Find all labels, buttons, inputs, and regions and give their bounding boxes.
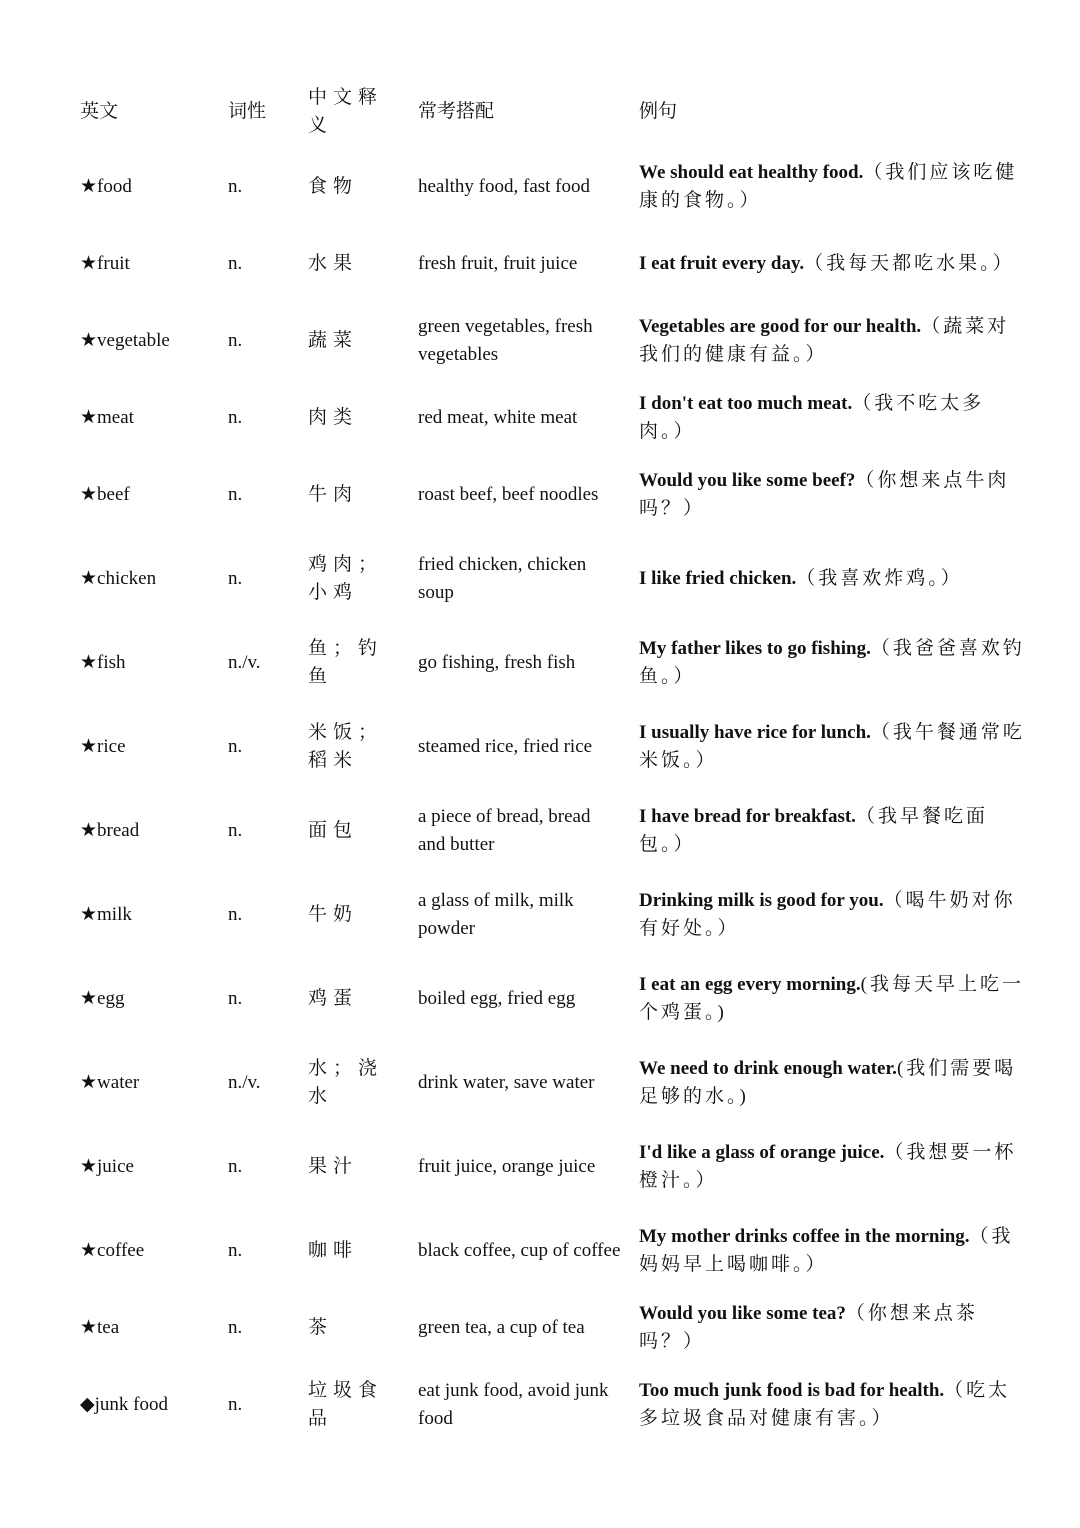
header-example-sentence: 例句	[639, 100, 678, 122]
example-chinese: （吃太多垃圾食品对健康有害。）	[639, 1380, 1011, 1429]
header-english: 英文	[80, 100, 119, 122]
table-row	[70, 1209, 1038, 1293]
chinese-meaning-cell: 茶	[308, 1317, 334, 1338]
example-cell	[629, 1363, 1038, 1447]
example-chinese: （我们应该吃健康的食物。）	[639, 162, 1018, 211]
word-cell: ★water	[80, 1072, 140, 1093]
collocations-cell: green tea, a cup of tea	[418, 1317, 585, 1338]
example-chinese: （我午餐通常吃米饭。）	[639, 722, 1025, 771]
example-english: My mother drinks coffee in the morning.	[639, 1226, 970, 1247]
collocations-cell: black coffee, cup of coffee	[418, 1240, 621, 1261]
word-cell: ★fish	[80, 652, 126, 673]
chinese-meaning-cell: 面包	[308, 820, 359, 841]
collocations-cell: a piece of bread, bread and butter	[418, 806, 591, 855]
collocations-cell: eat junk food, avoid junk food	[418, 1380, 609, 1429]
example-cell	[629, 229, 1038, 299]
example-chinese: （我妈妈早上喝咖啡。）	[639, 1226, 1014, 1275]
example-cell	[629, 453, 1038, 537]
part-of-speech-cell: n.	[228, 176, 243, 197]
example-english: I eat an egg every morning.	[639, 974, 861, 995]
table-row	[70, 1293, 1038, 1363]
example-cell	[629, 957, 1038, 1041]
example-cell	[629, 705, 1038, 789]
part-of-speech-cell: n.	[228, 1156, 243, 1177]
example-english: We need to drink enough water.	[639, 1058, 897, 1079]
table-row	[70, 299, 1038, 383]
chinese-meaning-cell: 果汁	[308, 1156, 359, 1177]
table-row	[70, 383, 1038, 453]
word-cell: ◆junk food	[80, 1394, 168, 1415]
chinese-meaning-cell: 垃圾食品	[308, 1380, 384, 1429]
chinese-meaning-cell: 蔬菜	[308, 330, 359, 351]
chinese-meaning-cell: 鸡肉；小鸡	[308, 554, 384, 603]
collocations-cell: go fishing, fresh fish	[418, 652, 576, 673]
table-row	[70, 229, 1038, 299]
table-row	[70, 873, 1038, 957]
chinese-meaning-cell: 水果	[308, 253, 359, 274]
example-english: Drinking milk is good for you.	[639, 890, 884, 911]
example-english: I eat fruit every day.	[639, 253, 805, 274]
collocations-cell: drink water, save water	[418, 1072, 595, 1093]
table-row	[70, 145, 1038, 229]
collocations-cell: fried chicken, chicken soup	[418, 554, 587, 603]
table-header-row	[70, 78, 1038, 145]
part-of-speech-cell: n.	[228, 904, 243, 925]
example-chinese: (我每天早上吃一个鸡蛋。)	[639, 974, 1024, 1023]
part-of-speech-cell: n./v.	[228, 652, 261, 673]
example-cell	[629, 873, 1038, 957]
word-cell: ★food	[80, 176, 132, 197]
collocations-cell: red meat, white meat	[418, 407, 578, 428]
example-cell	[629, 1041, 1038, 1125]
example-chinese: （我爸爸喜欢钓鱼。）	[639, 638, 1025, 687]
example-english: My father likes to go fishing.	[639, 638, 871, 659]
example-english: Too much junk food is bad for health.	[639, 1380, 945, 1401]
example-chinese: (我们需要喝足够的水。)	[639, 1058, 1017, 1107]
part-of-speech-cell: n.	[228, 330, 243, 351]
part-of-speech-cell: n.	[228, 407, 243, 428]
example-english: I like fried chicken.	[639, 568, 797, 589]
vocabulary-rows	[70, 145, 1038, 1447]
word-cell: ★coffee	[80, 1240, 145, 1261]
part-of-speech-cell: n.	[228, 1240, 243, 1261]
word-cell: ★meat	[80, 407, 134, 428]
vocabulary-table	[70, 78, 1038, 1447]
collocations-cell: green vegetables, fresh vegetables	[418, 316, 593, 365]
part-of-speech-cell: n.	[228, 1394, 243, 1415]
example-cell	[629, 383, 1038, 453]
example-english: Vegetables are good for our health.	[639, 316, 922, 337]
example-cell	[629, 621, 1038, 705]
example-chinese: （我早餐吃面包。）	[639, 806, 988, 855]
example-chinese: （我想要一杯橙汁。）	[639, 1142, 1017, 1191]
part-of-speech-cell: n.	[228, 253, 243, 274]
example-chinese: （喝牛奶对你有好处。）	[639, 890, 1016, 939]
example-chinese: （我不吃太多肉。）	[639, 393, 985, 442]
collocations-cell: a glass of milk, milk powder	[418, 890, 574, 939]
part-of-speech-cell: n.	[228, 988, 243, 1009]
example-english: I usually have rice for lunch.	[639, 722, 871, 743]
example-cell	[629, 1125, 1038, 1209]
table-row	[70, 1125, 1038, 1209]
example-chinese: （你想来点茶吗？）	[639, 1303, 978, 1352]
part-of-speech-cell: n.	[228, 820, 243, 841]
example-cell	[629, 537, 1038, 621]
word-cell: ★egg	[80, 988, 125, 1009]
word-cell: ★beef	[80, 484, 130, 505]
collocations-cell: fruit juice, orange juice	[418, 1156, 596, 1177]
table-row	[70, 789, 1038, 873]
chinese-meaning-cell: 米饭；稻米	[308, 722, 384, 771]
header-chinese-meaning: 中文释义	[308, 86, 384, 136]
header-collocations: 常考搭配	[418, 100, 495, 122]
example-english: I'd like a glass of orange juice.	[639, 1142, 885, 1163]
word-cell: ★rice	[80, 736, 126, 757]
chinese-meaning-cell: 牛奶	[308, 904, 359, 925]
example-english: Would you like some beef?	[639, 470, 856, 491]
table-row	[70, 705, 1038, 789]
word-cell: ★bread	[80, 820, 140, 841]
collocations-cell: steamed rice, fried rice	[418, 736, 593, 757]
example-cell	[629, 789, 1038, 873]
word-cell: ★fruit	[80, 253, 130, 274]
example-cell	[629, 299, 1038, 383]
table-row	[70, 957, 1038, 1041]
word-cell: ★chicken	[80, 568, 157, 589]
example-english: I have bread for breakfast.	[639, 806, 856, 827]
example-chinese: （我喜欢炸鸡。）	[796, 568, 963, 589]
example-chinese: （你想来点牛肉吗？）	[639, 470, 1010, 519]
collocations-cell: fresh fruit, fruit juice	[418, 253, 578, 274]
example-chinese: （蔬菜对我们的健康有益。）	[639, 316, 1010, 365]
chinese-meaning-cell: 水；浇水	[308, 1058, 384, 1107]
example-english: Would you like some tea?	[639, 1303, 846, 1324]
chinese-meaning-cell: 咖啡	[308, 1240, 359, 1261]
example-cell	[629, 1209, 1038, 1293]
collocations-cell: boiled egg, fried egg	[418, 988, 576, 1009]
word-cell: ★tea	[80, 1317, 120, 1338]
collocations-cell: roast beef, beef noodles	[418, 484, 599, 505]
example-cell	[629, 145, 1038, 229]
chinese-meaning-cell: 食物	[308, 176, 359, 197]
part-of-speech-cell: n.	[228, 1317, 243, 1338]
chinese-meaning-cell: 鱼；钓鱼	[308, 638, 384, 687]
collocations-cell: healthy food, fast food	[418, 176, 591, 197]
part-of-speech-cell: n.	[228, 484, 243, 505]
word-cell: ★juice	[80, 1156, 134, 1177]
part-of-speech-cell: n.	[228, 736, 243, 757]
example-chinese: （我每天都吃水果。）	[804, 253, 1015, 274]
word-cell: ★milk	[80, 904, 132, 925]
example-cell	[629, 1293, 1038, 1363]
chinese-meaning-cell: 鸡蛋	[308, 988, 359, 1009]
word-cell: ★vegetable	[80, 330, 170, 351]
table-row	[70, 621, 1038, 705]
chinese-meaning-cell: 牛肉	[308, 484, 359, 505]
chinese-meaning-cell: 肉类	[308, 407, 359, 428]
part-of-speech-cell: n.	[228, 568, 243, 589]
table-row	[70, 1041, 1038, 1125]
example-english: We should eat healthy food.	[639, 162, 864, 183]
header-part-of-speech: 词性	[228, 100, 267, 122]
table-row	[70, 453, 1038, 537]
table-row	[70, 537, 1038, 621]
table-row	[70, 1363, 1038, 1447]
part-of-speech-cell: n./v.	[228, 1072, 261, 1093]
example-english: I don't eat too much meat.	[639, 393, 853, 414]
